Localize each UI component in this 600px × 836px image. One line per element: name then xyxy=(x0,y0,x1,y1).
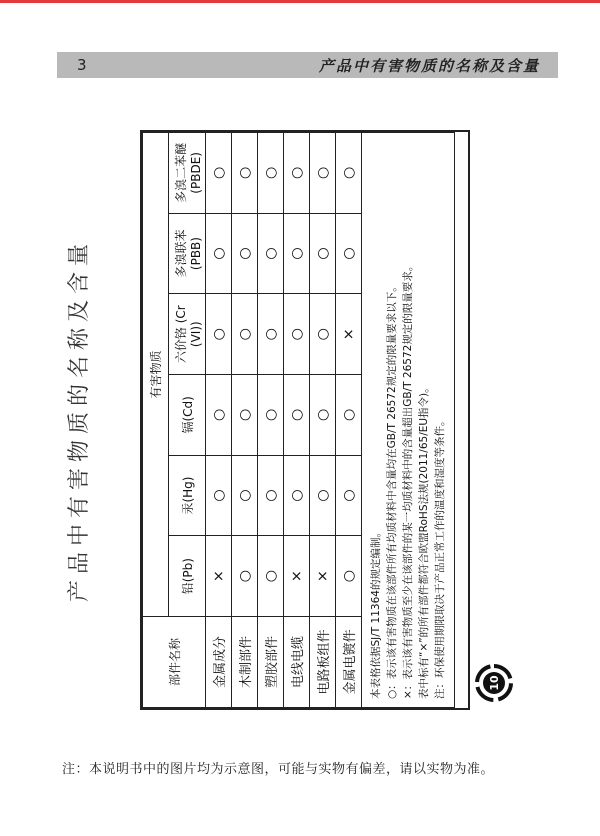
top-accent-line xyxy=(0,0,600,3)
substance-column-header: 多溴二苯醚 (PBDE) xyxy=(169,133,206,214)
substance-mark-cell: ○ xyxy=(310,375,336,456)
substance-mark-cell: ○ xyxy=(336,133,362,214)
table-note-line: 本表格依据SJ/T 11364的规定编制。 xyxy=(370,527,382,699)
substance-column-header: 铅(Pb) xyxy=(169,536,206,617)
part-name-cell: 金属成分 xyxy=(206,617,232,708)
substance-mark-cell: ○ xyxy=(206,375,232,456)
substance-column-header: 多溴联苯 (PBB) xyxy=(169,213,206,294)
substance-mark-cell: ○ xyxy=(310,455,336,536)
substance-mark-cell: × xyxy=(336,294,362,375)
page-header xyxy=(57,52,558,78)
hazard-table-frame xyxy=(140,130,470,710)
substance-mark-cell: ○ xyxy=(336,213,362,294)
hazardous-substances-header: 有害物质 xyxy=(143,133,169,617)
substance-column-header: 六价铬 (Cr (VI)) xyxy=(169,294,206,375)
substance-mark-cell: ○ xyxy=(310,294,336,375)
substance-mark-cell: ○ xyxy=(336,375,362,456)
substance-mark-cell: ○ xyxy=(232,455,258,536)
table-row xyxy=(258,133,284,708)
part-name-header: 部件名称 xyxy=(143,617,206,708)
substance-mark-cell: ○ xyxy=(232,133,258,214)
substance-mark-cell: ○ xyxy=(336,455,362,536)
substance-mark-cell: ○ xyxy=(258,536,284,617)
table-note-line: 注：环保使用期限取决于产品正常工作的温度和湿度等条件。 xyxy=(434,415,446,699)
part-name-cell: 木制部件 xyxy=(232,617,258,708)
part-name-cell: 塑胶部件 xyxy=(258,617,284,708)
part-name-cell: 金属电镀件 xyxy=(336,617,362,708)
part-name-cell: 电线电缆 xyxy=(284,617,310,708)
substance-mark-cell: ○ xyxy=(206,133,232,214)
substance-mark-cell: ○ xyxy=(258,455,284,536)
substance-mark-cell: ○ xyxy=(310,213,336,294)
environment-protection-period-icon xyxy=(475,664,513,702)
substance-column-header: 汞(Hg) xyxy=(169,455,206,536)
substance-mark-cell: × xyxy=(206,536,232,617)
part-name-cell: 电路板组件 xyxy=(310,617,336,708)
substance-mark-cell: ○ xyxy=(232,213,258,294)
table-row xyxy=(206,133,232,708)
table-note-line: ○：表示该有害物质在该部件所有均质材料中含量均在GB/T 26572规定的限量要求以下。 xyxy=(386,281,398,699)
substance-mark-cell: ○ xyxy=(284,455,310,536)
substance-mark-cell: × xyxy=(284,536,310,617)
table-row xyxy=(284,133,310,708)
substance-mark-cell: ○ xyxy=(258,294,284,375)
table-notes xyxy=(362,133,454,707)
substance-mark-cell: ○ xyxy=(284,294,310,375)
substance-mark-cell: ○ xyxy=(206,294,232,375)
substance-mark-cell: ○ xyxy=(232,375,258,456)
substance-mark-cell: ○ xyxy=(258,213,284,294)
header-title: 产品中有害物质的名称及含量 xyxy=(318,56,540,75)
recycle-period-label: 10 xyxy=(488,675,501,691)
substance-mark-cell: ○ xyxy=(284,375,310,456)
table-note-line: ×：表示该有害物质至少在该部件的某一均质材料中的含量超出GB/T 26572规定的限量要求。 xyxy=(402,260,414,699)
substance-mark-cell: × xyxy=(310,536,336,617)
rotated-content xyxy=(60,120,530,720)
substance-mark-cell: ○ xyxy=(206,213,232,294)
substance-mark-cell: ○ xyxy=(232,536,258,617)
substance-mark-cell: ○ xyxy=(258,375,284,456)
substance-mark-cell: ○ xyxy=(310,133,336,214)
hazard-table xyxy=(142,132,455,708)
page-number: 3 xyxy=(77,56,87,74)
substance-mark-cell: ○ xyxy=(206,455,232,536)
table-row xyxy=(310,133,336,708)
table-row xyxy=(232,133,258,708)
substance-mark-cell: ○ xyxy=(284,213,310,294)
substance-mark-cell: ○ xyxy=(258,133,284,214)
table-row xyxy=(336,133,362,708)
substance-mark-cell: ○ xyxy=(284,133,310,214)
substance-column-header: 镉(Cd) xyxy=(169,375,206,456)
substance-mark-cell: ○ xyxy=(336,536,362,617)
footnote: 注：本说明书中的图片均为示意图，可能与实物有偏差，请以实物为准。 xyxy=(62,762,495,777)
table-note-line: 表中标有“×”的所有部件都符合欧盟RoHS法规(2011/65/EU指令)。 xyxy=(418,382,430,699)
substance-mark-cell: ○ xyxy=(232,294,258,375)
document-title: 产品中有害物质的名称及含量 xyxy=(67,238,92,603)
